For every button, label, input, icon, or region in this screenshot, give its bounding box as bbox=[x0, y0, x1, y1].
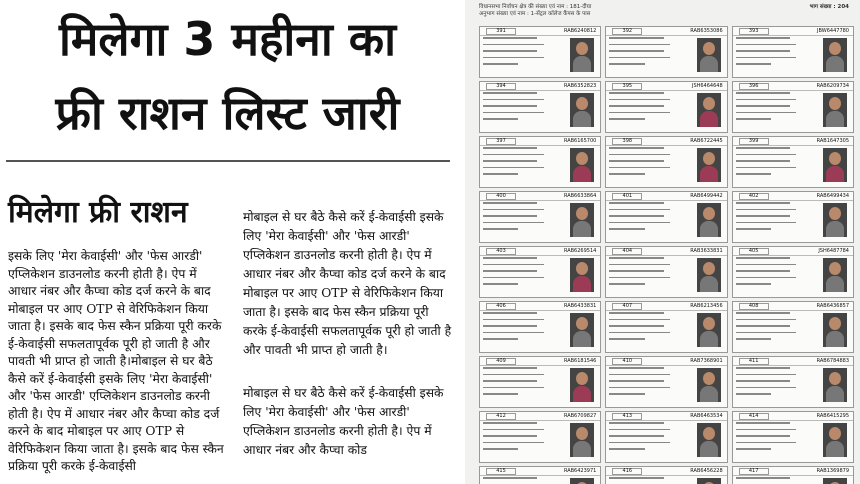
voter-details bbox=[609, 37, 673, 70]
voter-card-top bbox=[733, 302, 853, 311]
voter-card-top bbox=[606, 247, 726, 256]
voter-card bbox=[479, 246, 601, 298]
voter-card bbox=[479, 356, 601, 408]
voter-card bbox=[732, 356, 854, 408]
voter-serial: 403 bbox=[486, 248, 516, 255]
voter-photo bbox=[570, 148, 594, 182]
voter-details bbox=[736, 37, 800, 70]
voter-details bbox=[483, 37, 547, 70]
voter-serial: 405 bbox=[739, 248, 769, 255]
voter-serial: 402 bbox=[739, 193, 769, 200]
voter-photo bbox=[570, 258, 594, 292]
voter-photo bbox=[697, 313, 721, 347]
voter-card-top bbox=[733, 357, 853, 366]
voter-card bbox=[732, 136, 854, 188]
voter-card bbox=[479, 81, 601, 133]
voter-card bbox=[605, 356, 727, 408]
voter-card-top bbox=[480, 82, 600, 91]
voter-card bbox=[732, 81, 854, 133]
voter-serial: 411 bbox=[739, 358, 769, 365]
voter-card-top bbox=[733, 82, 853, 91]
voter-card bbox=[605, 191, 727, 243]
voter-card bbox=[605, 81, 727, 133]
voter-details bbox=[609, 367, 673, 400]
voter-serial: 406 bbox=[486, 303, 516, 310]
voter-details bbox=[736, 92, 800, 125]
voter-details bbox=[483, 422, 547, 455]
voter-serial: 413 bbox=[612, 413, 642, 420]
voter-photo bbox=[823, 148, 847, 182]
voter-epic-id: JSH6487784 bbox=[818, 248, 849, 254]
voter-photo bbox=[697, 478, 721, 484]
voter-card bbox=[732, 246, 854, 298]
voter-card bbox=[479, 411, 601, 463]
voter-epic-id: JSH6464648 bbox=[691, 83, 723, 89]
voter-epic-id: RAB6423971 bbox=[563, 468, 597, 474]
voter-epic-id: RAB6353086 bbox=[690, 28, 723, 34]
voter-details bbox=[736, 477, 800, 484]
voter-epic-id: RAB6240812 bbox=[563, 28, 597, 34]
voter-epic-id: RAB6463534 bbox=[690, 413, 723, 419]
voter-epic-id: RAB1369879 bbox=[816, 468, 849, 474]
voter-card-top bbox=[480, 302, 600, 311]
section-label: अनुभाग संख्या एवं नाम : 1-सेंट्रल कॉलेज कैंपस के पास bbox=[479, 11, 591, 17]
voter-card-top bbox=[480, 467, 600, 476]
voter-details bbox=[609, 257, 673, 290]
voter-photo bbox=[823, 368, 847, 402]
voter-serial: 399 bbox=[739, 138, 769, 145]
voter-epic-id: RAB6181546 bbox=[563, 358, 597, 364]
voter-details bbox=[609, 312, 673, 345]
voter-card-top bbox=[733, 137, 853, 146]
voter-card bbox=[732, 26, 854, 78]
voter-card bbox=[605, 246, 727, 298]
voter-photo bbox=[570, 93, 594, 127]
constituency-label: विधानसभा निर्वाचन क्षेत्र की संख्या एवं नाम : 181-दीघा bbox=[479, 4, 592, 10]
voter-epic-id: RAB6499434 bbox=[816, 193, 849, 199]
voter-details bbox=[609, 147, 673, 180]
voter-serial: 394 bbox=[486, 83, 516, 90]
subheading: मिलेगा फ्री राशन bbox=[8, 195, 188, 230]
voter-card bbox=[605, 411, 727, 463]
voter-details bbox=[483, 147, 547, 180]
voter-serial: 397 bbox=[486, 138, 516, 145]
voter-epic-id: RAB7368901 bbox=[690, 358, 723, 364]
voter-epic-id: RAB6269514 bbox=[563, 248, 597, 254]
voter-serial: 410 bbox=[612, 358, 642, 365]
voter-photo bbox=[823, 423, 847, 457]
voter-card bbox=[479, 26, 601, 78]
voter-card-top bbox=[606, 357, 726, 366]
voter-details bbox=[736, 422, 800, 455]
voter-card bbox=[479, 191, 601, 243]
voter-epic-id: RAB1647305 bbox=[816, 138, 849, 144]
voter-card-top bbox=[606, 27, 726, 36]
voter-details bbox=[483, 257, 547, 290]
voter-card-top bbox=[480, 412, 600, 421]
voter-details bbox=[483, 92, 547, 125]
voter-photo bbox=[570, 38, 594, 72]
voter-details bbox=[609, 422, 673, 455]
voter-photo bbox=[697, 258, 721, 292]
voter-details bbox=[736, 147, 800, 180]
voter-epic-id: RAB6784883 bbox=[816, 358, 849, 364]
voter-card bbox=[732, 466, 854, 484]
voter-card-top bbox=[480, 247, 600, 256]
voter-card-top bbox=[606, 467, 726, 476]
voter-epic-id: RAB6709827 bbox=[563, 413, 597, 419]
voter-card-top bbox=[733, 247, 853, 256]
voter-card bbox=[479, 301, 601, 353]
voter-epic-id: RAB6415295 bbox=[816, 413, 849, 419]
voter-serial: 396 bbox=[739, 83, 769, 90]
voter-details bbox=[736, 367, 800, 400]
divider bbox=[6, 160, 450, 162]
voter-card bbox=[732, 191, 854, 243]
voter-epic-id: RAB3633831 bbox=[690, 248, 723, 254]
voter-details bbox=[736, 202, 800, 235]
voter-epic-id: RAB6633864 bbox=[563, 193, 597, 199]
voter-card-top bbox=[606, 192, 726, 201]
voter-serial: 408 bbox=[739, 303, 769, 310]
voter-list-scan bbox=[465, 0, 860, 484]
voter-card-top bbox=[733, 27, 853, 36]
voter-photo bbox=[823, 313, 847, 347]
voter-details bbox=[483, 312, 547, 345]
voter-photo bbox=[823, 38, 847, 72]
voter-photo bbox=[697, 368, 721, 402]
voter-serial: 412 bbox=[486, 413, 516, 420]
voter-serial: 395 bbox=[612, 83, 642, 90]
voter-photo bbox=[697, 93, 721, 127]
voter-photo bbox=[697, 148, 721, 182]
voter-details bbox=[609, 92, 673, 125]
voter-epic-id: JBW6447780 bbox=[817, 28, 849, 34]
voter-card bbox=[605, 26, 727, 78]
article-column-2 bbox=[243, 208, 455, 484]
voter-details bbox=[483, 477, 547, 484]
voter-epic-id: RAB6436857 bbox=[816, 303, 849, 309]
voter-card-grid bbox=[479, 26, 854, 484]
voter-epic-id: RAB6213456 bbox=[690, 303, 723, 309]
voter-card-top bbox=[606, 302, 726, 311]
voter-card-top bbox=[480, 27, 600, 36]
voter-serial: 392 bbox=[612, 28, 642, 35]
voter-card bbox=[732, 411, 854, 463]
voter-serial: 416 bbox=[612, 468, 642, 475]
voter-serial: 414 bbox=[739, 413, 769, 420]
voter-epic-id: RAB6165700 bbox=[563, 138, 597, 144]
voter-details bbox=[483, 367, 547, 400]
voter-photo bbox=[570, 368, 594, 402]
voter-details bbox=[483, 202, 547, 235]
column-2-para-2: मोबाइल से घर बैठे कैसे करें ई-केवाईसी इसके लिए 'मेरा केवाईसी' और 'फेस आरडी' एप्लिकेशन डाउनलोड करनी होती है। ऐप में आधार नंबर और कैप्चा कोड bbox=[243, 386, 444, 457]
voter-card-top bbox=[733, 192, 853, 201]
voter-details bbox=[736, 257, 800, 290]
voter-card bbox=[605, 136, 727, 188]
voter-card bbox=[732, 301, 854, 353]
voter-serial: 404 bbox=[612, 248, 642, 255]
voter-card-top bbox=[480, 137, 600, 146]
voter-photo bbox=[823, 203, 847, 237]
voter-card-top bbox=[733, 412, 853, 421]
article-column-1 bbox=[8, 248, 228, 484]
voter-serial: 409 bbox=[486, 358, 516, 365]
voter-card bbox=[479, 466, 601, 484]
part-number: भाग संख्या : 204 bbox=[809, 4, 849, 10]
voter-serial: 417 bbox=[739, 468, 769, 475]
column-2-para-1: मोबाइल से घर बैठे कैसे करें ई-केवाईसी इसके लिए 'मेरा केवाईसी' और 'फेस आरडी' एप्लिकेशन डाउनलोड करनी होती है। ऐप में आधार नंबर और कैप्चा कोड दर्ज करने के बाद मोबाइल पर आए OTP से वेरिफिकेशन किया जाता है। इसके बाद फेस स्कैन प्रक्रिया पूरी करके ई-केवाईसी सफलतापूर्वक पूरी हो जाती है और पावती भी प्राप्त हो जाती है। bbox=[243, 210, 452, 357]
voter-photo bbox=[697, 38, 721, 72]
voter-card-top bbox=[480, 192, 600, 201]
voter-photo bbox=[570, 478, 594, 484]
voter-serial: 391 bbox=[486, 28, 516, 35]
voter-epic-id: RAB6499442 bbox=[690, 193, 723, 199]
voter-card bbox=[605, 301, 727, 353]
voter-epic-id: RAB6456228 bbox=[690, 468, 723, 474]
voter-photo bbox=[823, 93, 847, 127]
voter-details bbox=[609, 202, 673, 235]
voter-serial: 407 bbox=[612, 303, 642, 310]
voter-serial: 415 bbox=[486, 468, 516, 475]
voter-epic-id: RAB6209734 bbox=[816, 83, 849, 89]
voter-photo bbox=[697, 423, 721, 457]
voter-photo bbox=[823, 258, 847, 292]
voter-serial: 393 bbox=[739, 28, 769, 35]
voter-epic-id: RAB6352823 bbox=[563, 83, 597, 89]
voter-photo bbox=[570, 203, 594, 237]
voter-card-top bbox=[733, 467, 853, 476]
voter-serial: 398 bbox=[612, 138, 642, 145]
voter-photo bbox=[823, 478, 847, 484]
column-1-text: इसके लिए 'मेरा केवाईसी' और 'फेस आरडी' एप्लिकेशन डाउनलोड करनी होती है। ऐप में आधार नंबर और कैप्चा कोड दर्ज करने के बाद मोबाइल पर आए OTP से वेरिफिकेशन किया जाता है। इसके बाद फेस स्कैन प्रक्रिया पूरी करके ई-केवाईसी सफलतापूर्वक पूरी हो जाती है और पावती भी प्राप्त हो जाती है।मोबाइल से घर बैठे कैसे करें ई-केवाईसी इसके लिए 'मेरा केवाईसी' और 'फेस आरडी' एप्लिकेशन डाउनलोड करनी होती है। ऐप में आधार नंबर और कैप्चा कोड दर्ज करने के बाद मोबाइल पर आए OTP से वेरिफिकेशन किया जाता है। इसके बाद फेस स्कैन प्रक्रिया पूरी करके ई-केवाईसी bbox=[8, 249, 224, 473]
voter-epic-id: RAB6433831 bbox=[563, 303, 597, 309]
voter-card-top bbox=[480, 357, 600, 366]
voter-photo bbox=[570, 313, 594, 347]
voter-card bbox=[605, 466, 727, 484]
voter-card-top bbox=[606, 412, 726, 421]
headline-line-1: मिलेगा 3 महीना का bbox=[58, 12, 396, 66]
voter-details bbox=[736, 312, 800, 345]
voter-card-top bbox=[606, 82, 726, 91]
voter-list-header bbox=[479, 4, 849, 28]
voter-serial: 400 bbox=[486, 193, 516, 200]
voter-serial: 401 bbox=[612, 193, 642, 200]
headline-line-2: फ्री राशन लिस्ट जारी bbox=[55, 86, 400, 140]
voter-epic-id: RAB6722445 bbox=[690, 138, 723, 144]
voter-details bbox=[609, 477, 673, 484]
voter-card bbox=[479, 136, 601, 188]
voter-photo bbox=[570, 423, 594, 457]
voter-photo bbox=[697, 203, 721, 237]
voter-card-top bbox=[606, 137, 726, 146]
